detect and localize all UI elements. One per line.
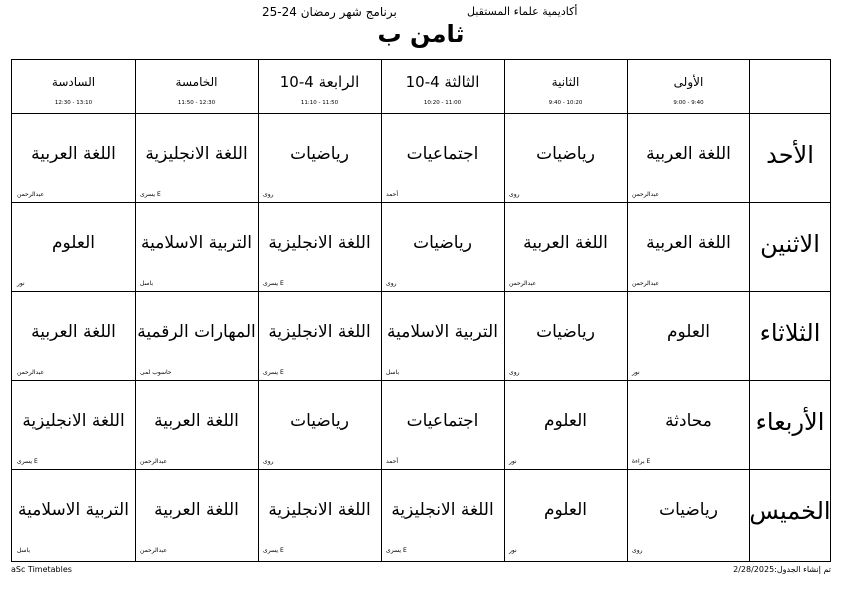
lesson-cell	[381, 469, 504, 558]
lesson-subject: رياضيات	[413, 233, 472, 253]
lesson-cell	[258, 469, 381, 558]
lesson-cell	[504, 380, 627, 469]
lesson-subject: اللغة الانجليزية	[391, 500, 494, 520]
timetable-grid	[11, 59, 831, 562]
lesson-subject: رياضيات	[290, 411, 349, 431]
lesson-subject: العلوم	[543, 500, 588, 520]
lesson-cell	[135, 202, 258, 291]
lesson-cell	[135, 380, 258, 469]
lesson-cell	[504, 113, 627, 202]
lesson-cell	[381, 380, 504, 469]
lesson-cell	[504, 202, 627, 291]
lesson-subject: رياضيات	[536, 144, 595, 164]
lesson-subject: اللغة العربية	[523, 233, 608, 253]
lesson-subject: اللغة الانجليزية	[268, 322, 371, 342]
lesson-teacher: باسل	[17, 547, 31, 554]
lesson-subject: رياضيات	[659, 500, 718, 520]
period-time: 9:00 - 9:40	[673, 100, 704, 106]
lesson-teacher: أحمد	[386, 191, 398, 198]
lesson-cell	[627, 202, 750, 291]
lesson-subject: العلوم	[666, 322, 711, 342]
lesson-cell	[135, 291, 258, 380]
lesson-subject: اللغة العربية	[154, 500, 239, 520]
lesson-teacher: E يسرى	[140, 191, 161, 198]
lesson-cell	[258, 380, 381, 469]
lesson-teacher: أحمد	[386, 458, 398, 465]
lesson-subject: اللغة العربية	[31, 322, 116, 342]
day-name: الأحد	[766, 141, 814, 169]
period-header	[135, 60, 258, 113]
period-time: 12:30 - 13:10	[54, 100, 93, 106]
lesson-subject: اللغة الانجليزية	[22, 411, 125, 431]
class-title: ثامن ب	[377, 20, 465, 48]
lesson-teacher: E يسرى	[263, 280, 284, 287]
lesson-teacher: E براءة	[632, 458, 651, 465]
lesson-cell	[627, 291, 750, 380]
program-title: برنامج شهر رمضان 24-25	[262, 5, 397, 19]
period-time: 9:40 - 10:20	[548, 100, 583, 106]
lesson-teacher: روى	[263, 458, 274, 465]
lesson-cell	[12, 380, 135, 469]
lesson-teacher: E يسرى	[263, 369, 284, 376]
period-name: الخامسة	[175, 75, 218, 89]
lesson-teacher: عبدالرحمن	[632, 280, 660, 287]
lesson-subject: التربية الاسلامية	[141, 233, 252, 253]
lesson-subject: اللغة الانجليزية	[268, 500, 371, 520]
lesson-cell	[135, 469, 258, 558]
lesson-cell	[12, 113, 135, 202]
period-name: الأولى	[673, 75, 704, 89]
day-name: الاثنين	[760, 230, 820, 258]
footer-created-date: تم إنشاء الجدول:2/28/2025	[733, 565, 831, 574]
lesson-teacher: عبدالرحمن	[140, 547, 168, 554]
lesson-subject: المهارات الرقمية	[137, 322, 256, 342]
lesson-teacher: عبدالرحمن	[509, 280, 537, 287]
lesson-teacher: باسل	[386, 369, 400, 376]
lesson-teacher: حاسوب لمى	[140, 369, 172, 376]
day-name: الثلاثاء	[759, 319, 821, 347]
period-time: 11:10 - 11:50	[300, 100, 339, 106]
lesson-teacher: نور	[509, 458, 517, 465]
lesson-teacher: نور	[509, 547, 517, 554]
lesson-subject: اللغة العربية	[646, 233, 731, 253]
lesson-teacher: عبدالرحمن	[17, 191, 45, 198]
lesson-subject: اجتماعيات	[406, 144, 479, 164]
period-header	[258, 60, 381, 113]
lesson-teacher: روى	[632, 547, 643, 554]
lesson-teacher: روى	[509, 369, 520, 376]
lesson-cell	[258, 113, 381, 202]
period-header	[381, 60, 504, 113]
period-header	[627, 60, 750, 113]
period-name: الثانية	[551, 75, 580, 89]
lesson-teacher: روى	[386, 280, 397, 287]
period-name: السادسة	[51, 75, 96, 89]
lesson-cell	[381, 113, 504, 202]
lesson-subject: اللغة العربية	[646, 144, 731, 164]
lesson-teacher: باسل	[140, 280, 154, 287]
lesson-subject: اجتماعيات	[406, 411, 479, 431]
academy-name: أكاديمية علماء المستقبل	[467, 5, 578, 18]
lesson-cell	[12, 291, 135, 380]
lesson-teacher: E يسرى	[263, 547, 284, 554]
lesson-cell	[12, 202, 135, 291]
lesson-teacher: نور	[17, 280, 25, 287]
lesson-teacher: عبدالرحمن	[17, 369, 45, 376]
period-name: الرابعة 4-10	[279, 73, 360, 91]
lesson-cell	[381, 291, 504, 380]
lesson-cell	[381, 202, 504, 291]
day-name: الخميس	[749, 497, 831, 525]
lesson-cell	[627, 380, 750, 469]
lesson-subject: التربية الاسلامية	[18, 500, 129, 520]
lesson-subject: رياضيات	[290, 144, 349, 164]
period-header	[12, 60, 135, 113]
day-name: الأربعاء	[755, 408, 825, 436]
lesson-subject: اللغة العربية	[31, 144, 116, 164]
lesson-subject: اللغة العربية	[154, 411, 239, 431]
period-time: 11:50 - 12:30	[177, 100, 216, 106]
lesson-cell	[627, 113, 750, 202]
lesson-teacher: عبدالرحمن	[632, 191, 660, 198]
lesson-teacher: عبدالرحمن	[140, 458, 168, 465]
lesson-cell	[627, 469, 750, 558]
lesson-cell	[258, 202, 381, 291]
lesson-teacher: E يسرى	[386, 547, 407, 554]
lesson-subject: العلوم	[543, 411, 588, 431]
lesson-teacher: روى	[263, 191, 274, 198]
lesson-teacher: روى	[509, 191, 520, 198]
lesson-subject: اللغة الانجليزية	[268, 233, 371, 253]
lesson-subject: التربية الاسلامية	[387, 322, 498, 342]
period-time: 10:20 - 11:00	[423, 100, 462, 106]
lesson-cell	[504, 469, 627, 558]
period-name: الثالثة 4-10	[405, 73, 480, 91]
lesson-cell	[135, 113, 258, 202]
lesson-cell	[504, 291, 627, 380]
footer-software: aSc Timetables	[11, 565, 72, 574]
lesson-subject: محادثة	[665, 411, 712, 431]
lesson-teacher: E يسرى	[17, 458, 38, 465]
lesson-subject: رياضيات	[536, 322, 595, 342]
period-header	[504, 60, 627, 113]
lesson-cell	[12, 469, 135, 558]
lesson-teacher: نور	[632, 369, 640, 376]
lesson-subject: العلوم	[51, 233, 96, 253]
lesson-cell	[258, 291, 381, 380]
lesson-subject: اللغة الانجليزية	[145, 144, 248, 164]
